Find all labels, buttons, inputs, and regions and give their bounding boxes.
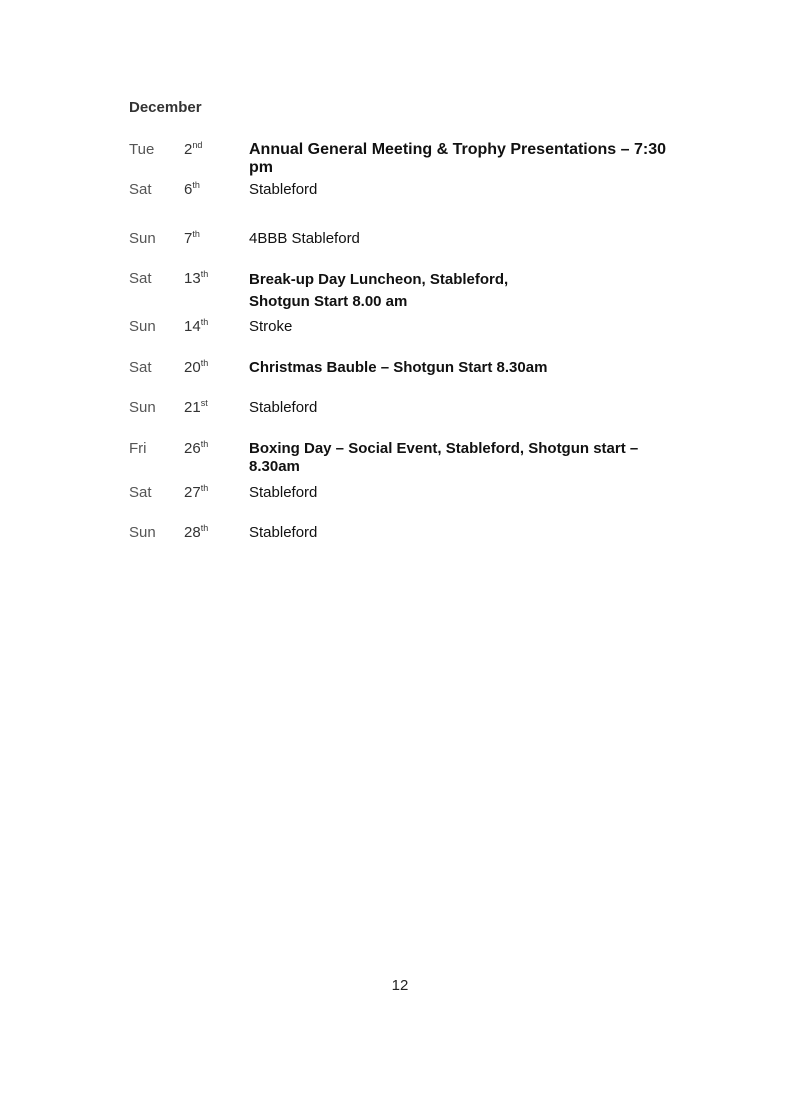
event-description: 4BBB Stableford [249,230,360,247]
event-day: Sat [129,181,152,198]
event-date: 14th [184,317,209,335]
event-date: 21st [184,398,208,416]
month-heading: December [129,99,202,116]
page-number: 12 [391,977,409,994]
event-description: Break-up Day Luncheon, Stableford, Shotgun Start 8.00 am [249,271,509,310]
event-day: Sun [129,230,156,247]
event-description: Boxing Day – Social Event, Stableford, Shotgun start – 8.30am [249,440,639,475]
event-date: 2nd [184,140,203,158]
event-day: Sun [129,318,156,335]
event-day: Sat [129,484,152,501]
event-date: 6th [184,180,200,198]
event-day: Sat [129,270,152,287]
event-description: Stableford [249,484,318,501]
event-date: 28th [184,523,209,541]
event-day: Sat [129,359,152,376]
event-description: Stableford [249,181,318,198]
event-date: 13th [184,269,209,287]
event-day: Sun [129,524,156,541]
event-day: Sun [129,399,156,416]
event-description: Christmas Bauble – Shotgun Start 8.30am [249,359,548,376]
event-description: Stableford [249,524,318,541]
event-date: 20th [184,358,209,376]
event-date: 7th [184,229,200,247]
event-date: 26th [184,439,209,457]
event-description: Stroke [249,318,293,335]
event-date: 27th [184,483,209,501]
event-description: Stableford [249,399,318,416]
event-description: Annual General Meeting & Trophy Presentations – 7:30 pm [249,141,666,176]
event-day: Fri [129,440,147,457]
event-day: Tue [129,141,155,158]
